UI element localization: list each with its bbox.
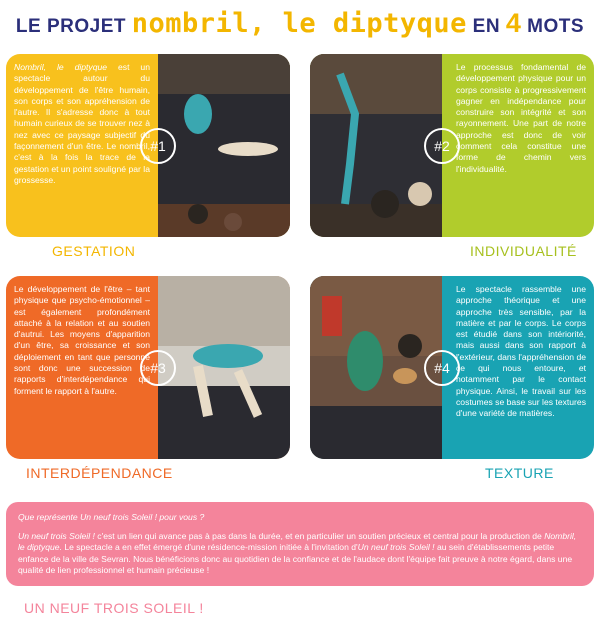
card-photo: [150, 54, 290, 237]
partner-question: Que représente Un neuf trois Soleil ! pour vous ?: [18, 512, 205, 522]
card-text: [6, 54, 158, 237]
card-text-italic: Nombril, le diptyque: [14, 62, 108, 72]
badge-number: #1: [140, 128, 176, 164]
dance-photo: [310, 276, 442, 459]
partner-name: Un neuf trois Soleil !: [357, 542, 435, 553]
partner-name: Un neuf trois Soleil !: [18, 531, 95, 542]
badge-number: #3: [140, 350, 176, 386]
card-text: Le spectacle rassemble une approche théorique et une approche très sensible, par la matière et par le corps. Le corps est étudié dans son intériorité, mais aussi dans son rapport à l'extérieur, dans l'appréhension de ce qui nous entoure, et notamment par le contact physique. Ainsi, le travail sur les costumes se base sur les textures d'une variété de matières.: [456, 284, 586, 419]
card-photo: [150, 276, 290, 459]
label-texture: TEXTURE: [485, 465, 554, 481]
label-individualite: INDIVIDUALITÉ: [470, 243, 577, 259]
title-highlight: nombril, le diptyque: [131, 8, 467, 39]
title-suffix: MOTS: [527, 16, 585, 37]
card-interdependance: [6, 276, 290, 459]
partner-text-part: c'est un lien qui avance pas à pas dans la durée, et en particulier un soutien précieux et central pour la production de: [94, 531, 545, 542]
partner-text: [18, 531, 582, 576]
label-gestation: GESTATION: [52, 243, 136, 259]
page-title: [0, 8, 600, 39]
badge-number: #2: [424, 128, 460, 164]
dance-photo: [158, 54, 290, 237]
dance-photo: [158, 276, 290, 459]
label-partner: UN NEUF TROIS SOLEIL !: [24, 600, 204, 616]
title-prefix: LE PROJET: [15, 16, 126, 37]
card-text: Le développement de l'être – tant physique que psycho-émotionnel – est également profondément attaché à la relation et au soutien d'autrui. Les moyens d'apparition d'un être, sa croissance et son déploiement en tant que personne sont donc une succession de rapports d'interdépendance qui forment le rapport à l'autre.: [14, 284, 150, 396]
partner-text-part: au sein d'établissements petite enfance de la ville de Sevran. Nous bénéficions donc au quotidien de la confiance et de l'audace dont l'équipe fait preuve à notre égard, dans une qualité de lien professionnel et humain précieuse !: [18, 542, 573, 575]
partner-text-part: Le spectacle a en effet émergé d'une résidence-mission initiée à l'invitation d': [61, 542, 358, 553]
card-photo: [310, 54, 450, 237]
dance-photo: [310, 54, 442, 237]
show-title: Nombril, le diptyque.: [18, 531, 577, 553]
card-gestation: [6, 54, 290, 237]
title-number: 4: [505, 8, 522, 38]
partner-box: [6, 502, 594, 586]
label-interdependance: INTERDÉPENDANCE: [26, 465, 173, 481]
card-text-body: est un spectacle autour du développement de l'être humain, son corps et son appréhension de l'autre. Il s'adresse donc à tout humain curieux de se trouver nez à nez avec ce paysage subjectif du façonnement d'un être. Le nombril, c'est à la fois la trace de la gestation et un point souligné par la grossesse.: [14, 62, 150, 185]
card-individualite: [310, 54, 594, 237]
title-middle: EN: [472, 16, 501, 37]
card-text: Le processus fondamental de développement physique pour un corps consiste à progressivement gagner en indépendance pour construire son intégrité et son rayonnement. Une part de notre approche est donc de voir comment cela constitue une forme de chemin vers l'individualité.: [456, 62, 586, 174]
card-texture: [310, 276, 594, 459]
badge-number: #4: [424, 350, 460, 386]
card-photo: [310, 276, 450, 459]
